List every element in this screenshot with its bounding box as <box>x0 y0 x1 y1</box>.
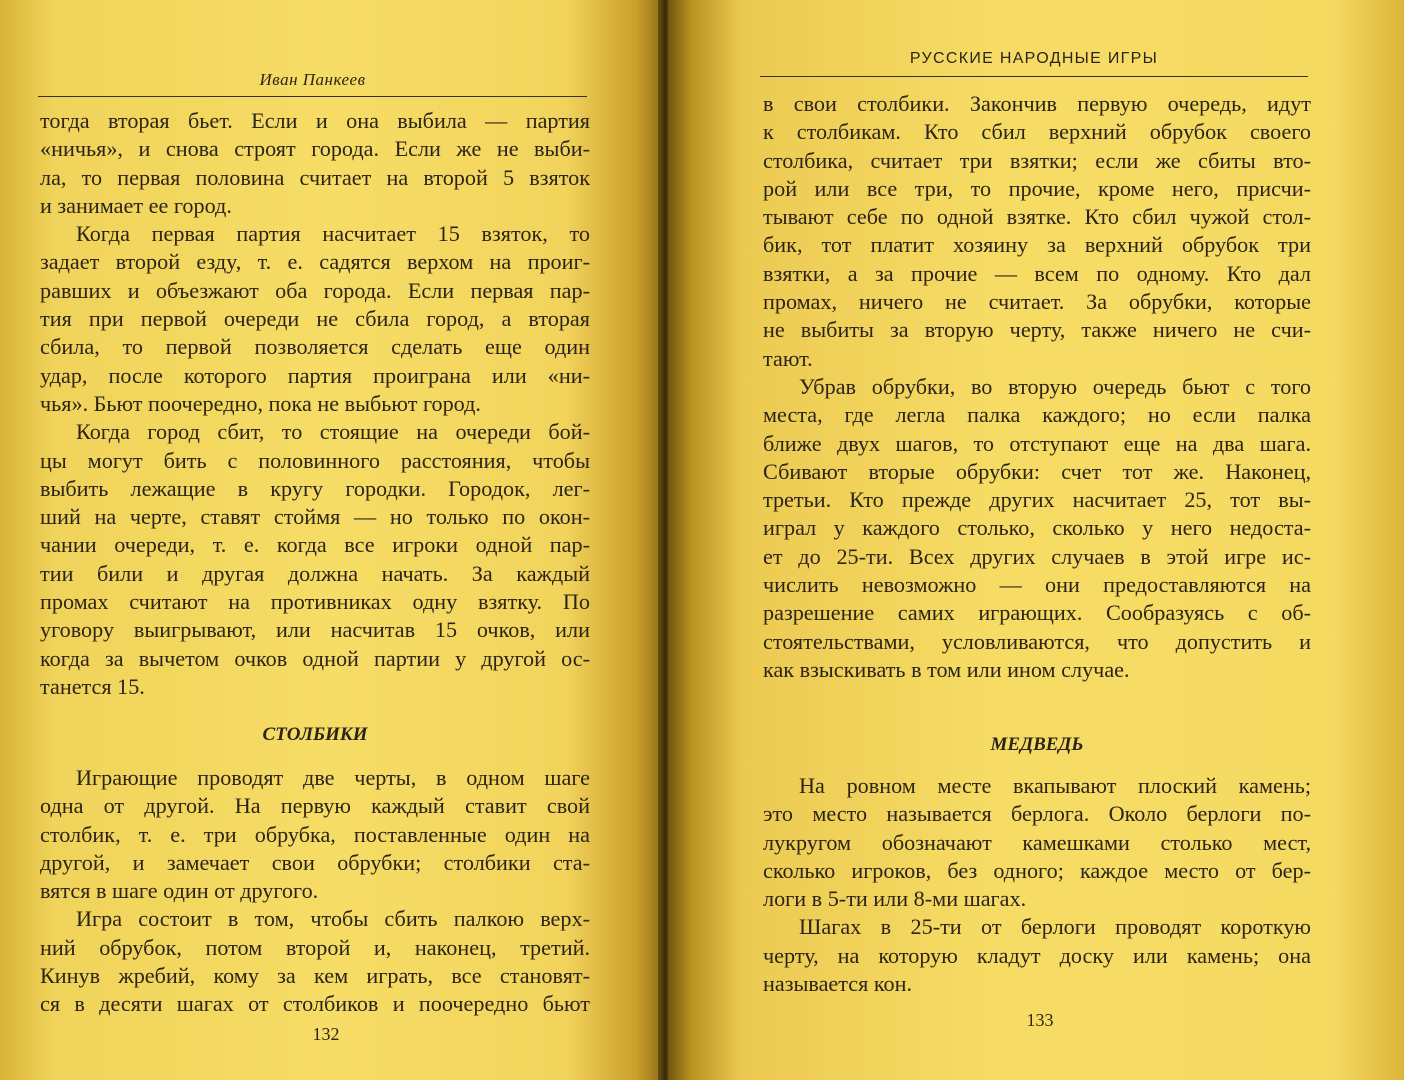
text-line: задает второй ездy, т. е. садятся верхом на проиг- <box>40 249 590 275</box>
text-line: Кинув жребий, кому за кем играть, все становят- <box>40 963 590 989</box>
text-line: рой или все три, то прочие, кроме него, присчи- <box>763 175 1311 201</box>
text-line: тают. <box>763 345 813 371</box>
text-line: Сбивают вторые обрубки: счет тот же. Наконец, <box>763 458 1311 484</box>
text-line: Убрав обрубки, во вторую очередь бьют с того <box>799 373 1311 399</box>
text-line: промах, ничего не считает. За обрубки, которые <box>763 289 1311 315</box>
text-line: «ничья», и снова строят города. Если же не выби- <box>40 136 590 162</box>
text-line: другой, и замечает свои обрубки; столбики ста- <box>40 849 590 875</box>
body-text-block <box>763 772 1311 998</box>
section-title: МЕДВЕДЬ <box>990 734 1084 755</box>
text-line: ближе двух шагов, то отступают еще на два шага. <box>763 430 1311 456</box>
text-line: и занимает ее город. <box>40 192 232 218</box>
text-line: как взыскивать в том или ином случае. <box>763 656 1130 682</box>
page-number: 132 <box>312 1024 340 1044</box>
text-line: чании очереди, т. е. когда все игроки одной пар- <box>40 532 590 558</box>
header-rule <box>760 76 1308 77</box>
text-line: одна от другой. На первую каждый ставит свой <box>40 793 590 819</box>
text-line: когда за вычетом очков одной партии у другой ос- <box>40 645 590 671</box>
text-line: к столбикам. Кто сбил верхний обрубок своего <box>763 119 1311 145</box>
text-line: танется 15. <box>40 673 145 699</box>
text-line: в свои столбики. Закончив первую очередь, идут <box>763 91 1311 116</box>
text-line: равших и объезжают оба города. Если первая пар- <box>40 277 590 303</box>
text-line: ет до 25-ти. Всех других случаев в этой игре ис- <box>763 543 1311 569</box>
text-line: выбить лежащие в кругу городки. Городок, лег- <box>40 475 590 501</box>
text-line: тия при первой очереди не сбила город, а вторая <box>40 306 590 332</box>
text-line: тывают себе по одной взятке. Кто сбил чужой стол- <box>763 204 1311 230</box>
text-line: чья». Бьют поочередно, пока не выбьют город. <box>40 390 481 416</box>
body-text-block <box>763 90 1311 684</box>
text-line: столбика, считает три взятки; если же сбиты вто- <box>763 147 1311 173</box>
text-line: сбила, то первой позволяется сделать еще один <box>40 334 590 360</box>
text-line: ла, то первая половина считает на второй 5 взяток <box>40 164 590 190</box>
text-line: Шагах в 25-ти от берлоги проводят короткую <box>799 914 1311 940</box>
page-number: 133 <box>1026 1010 1054 1030</box>
text-line: логи в 5-ти или 8-ми шагах. <box>763 886 1027 912</box>
text-line: играл у каждого столько, сколько у него недоста- <box>763 515 1311 541</box>
running-head-title: РУССКИЕ НАРОДНЫЕ ИГРЫ <box>909 50 1159 67</box>
text-line: места, где легла палка каждого; но если палка <box>763 402 1311 428</box>
text-line: Играющие проводят две черты, в одном шаге <box>76 765 590 790</box>
left-page <box>0 0 664 1080</box>
text-line: не выбиты за вторую черту, также ничего не счи- <box>763 317 1311 343</box>
section-title: СТОЛБИКИ <box>262 724 368 745</box>
text-line: На ровном месте вкапывают плоский камень; <box>799 773 1311 798</box>
running-head-author: Иван Панкеев <box>259 70 366 89</box>
text-line: взятки, а за прочие — всем по одному. Кто дал <box>763 260 1311 286</box>
text-line: числить невозможно — они предоставляются на <box>763 572 1311 598</box>
text-line: вятся в шаге один от другого. <box>40 878 319 904</box>
text-line: называется кон. <box>763 971 913 997</box>
text-line: уговору выигрывают, или насчитав 15 очков, или <box>40 617 590 643</box>
text-line: промах считают на противниках одну взятку. По <box>40 589 590 615</box>
body-text-block <box>40 107 590 701</box>
text-line: удар, после которого партия проиграна или «ни- <box>40 362 590 388</box>
text-line: тогда вторая бьет. Если и она выбила — партия <box>40 108 590 133</box>
text-line: лукругом обозначают камешками столько мест, <box>763 829 1311 855</box>
text-line: разрешение самих играющих. Сообразуясь с об- <box>763 600 1311 626</box>
text-line: черту, на которую кладут доску или камень; она <box>763 942 1311 968</box>
text-line: ся в десяти шагах от столбиков и поочередно бьют <box>40 991 590 1017</box>
text-line: столбик, т. е. три обрубка, поставленные один на <box>40 821 590 847</box>
header-rule <box>38 96 587 97</box>
text-line: Когда первая партия насчитает 15 взяток, то <box>76 221 590 247</box>
text-line: ний обрубок, потом второй и, наконец, третий. <box>40 934 590 960</box>
text-line: стоятельствами, условливаются, что допустить и <box>763 628 1311 654</box>
text-line: тии били и другая должна начать. За каждый <box>40 560 590 586</box>
text-line: Когда город сбит, то стоящие на очереди бой- <box>76 419 590 445</box>
text-line: это место называется берлога. Около берлоги по- <box>763 801 1311 827</box>
text-line: ший на черте, ставят стоймя — но только по окон- <box>40 504 590 530</box>
text-line: третьи. Кто прежде других насчитает 25, тот вы- <box>763 487 1311 513</box>
text-line: Игра состоит в том, чтобы сбить палкою верх- <box>76 906 590 932</box>
text-line: цы могут бить с половинного расстояния, чтобы <box>40 447 590 473</box>
body-text-block <box>40 764 590 1019</box>
right-page <box>668 0 1404 1080</box>
text-line: бик, тот платит хозяину за верхний обрубок три <box>763 232 1311 258</box>
text-line: сколько игроков, без одного; каждое место от бер- <box>763 857 1311 883</box>
